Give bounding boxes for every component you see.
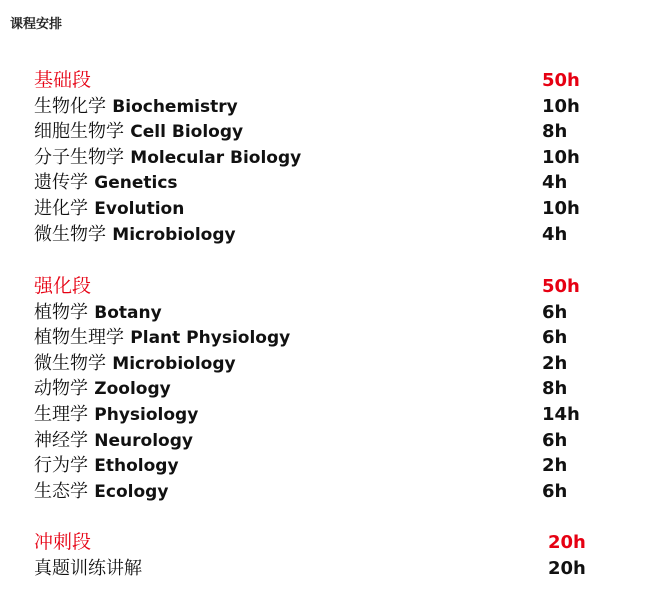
course-name-zh: 遗传学 [34, 172, 88, 194]
course-row [34, 94, 594, 120]
course-name-en: Ethology [94, 456, 179, 477]
section-heading [34, 68, 594, 94]
course-name-en: Microbiology [112, 353, 236, 374]
section-heading-name: 冲刺段 [34, 531, 92, 553]
course-name-zh: 植物学 [34, 301, 88, 323]
course-row [34, 325, 594, 351]
course-name-en: Evolution [94, 198, 185, 219]
course-hours: 14h [542, 403, 580, 425]
course-row [34, 222, 594, 248]
course-name-zh: 行为学 [34, 455, 88, 477]
section-heading-hours: 50h [542, 70, 580, 91]
course-row [34, 119, 594, 145]
course-name-zh: 生态学 [34, 480, 88, 502]
course-row [34, 351, 594, 377]
course-hours: 20h [548, 557, 586, 579]
course-hours: 2h [542, 455, 568, 477]
course-row [34, 145, 594, 171]
course-name-zh: 细胞生物学 [34, 121, 124, 143]
course-row [34, 376, 594, 402]
course-hours: 10h [542, 197, 580, 219]
course-name-en: Ecology [94, 481, 169, 502]
course-name-en: Molecular Biology [130, 147, 302, 168]
course-hours: 6h [542, 480, 568, 502]
course-name-en: Plant Physiology [130, 328, 291, 349]
course-row [34, 428, 594, 454]
section-heading [34, 274, 594, 300]
course-row [34, 196, 594, 222]
course-hours: 4h [542, 223, 568, 245]
course-name-en: Cell Biology [130, 122, 244, 143]
course-name-zh: 神经学 [34, 429, 88, 451]
course-hours: 6h [542, 301, 568, 323]
course-row [34, 402, 594, 428]
course-hours: 10h [542, 95, 580, 117]
course-name-zh: 进化学 [34, 197, 88, 219]
course-name-zh: 微生物学 [34, 223, 106, 245]
course-name-zh: 真题训练讲解 [34, 557, 142, 579]
section-heading [34, 530, 594, 556]
course-name-en: Botany [94, 302, 162, 323]
course-hours: 10h [542, 146, 580, 168]
course-row [34, 300, 594, 326]
course-name-en: Neurology [94, 430, 193, 451]
section-foundation [34, 68, 594, 247]
course-row [34, 453, 594, 479]
course-row [34, 556, 594, 582]
course-hours: 4h [542, 172, 568, 194]
section-intensive [34, 274, 594, 504]
course-name-en: Genetics [94, 173, 178, 194]
course-name-en: Zoology [94, 379, 171, 400]
course-hours: 2h [542, 352, 568, 374]
course-hours: 8h [542, 378, 568, 400]
section-heading-name: 强化段 [34, 275, 92, 297]
course-name-en: Biochemistry [112, 96, 238, 117]
course-hours: 6h [542, 429, 568, 451]
course-hours: 6h [542, 327, 568, 349]
course-name-zh: 分子生物学 [34, 146, 124, 168]
course-hours: 8h [542, 121, 568, 143]
course-name-zh: 微生物学 [34, 352, 106, 374]
section-heading-hours: 20h [548, 532, 586, 553]
course-name-en: Physiology [94, 404, 199, 425]
course-row [34, 170, 594, 196]
course-name-zh: 生物化学 [34, 95, 106, 117]
course-name-zh: 生理学 [34, 403, 88, 425]
page-title: 课程安排 [10, 17, 63, 32]
section-sprint [34, 530, 594, 581]
course-name-zh: 植物生理学 [34, 327, 124, 349]
course-name-en: Microbiology [112, 224, 236, 245]
course-row [34, 479, 594, 505]
section-heading-hours: 50h [542, 276, 580, 297]
section-heading-name: 基础段 [34, 69, 92, 91]
course-name-zh: 动物学 [34, 378, 88, 400]
